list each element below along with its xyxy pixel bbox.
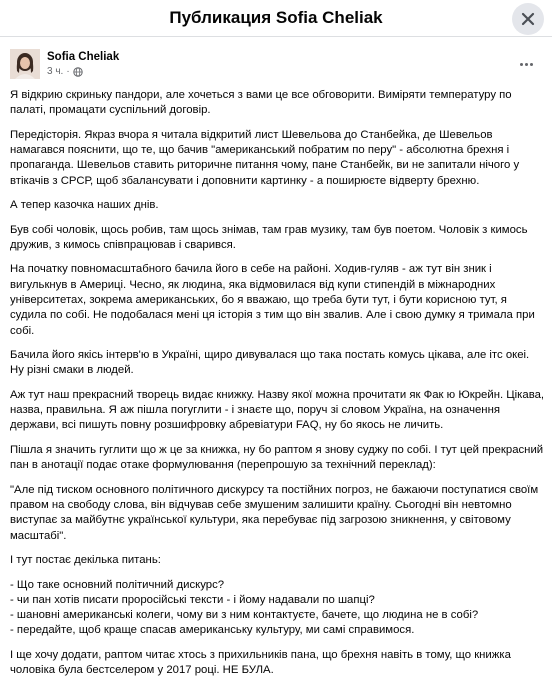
post-paragraph: Був собі чоловік, щось робив, там щось знімав, там грав музику, там був поетом. Чоловік з кимось дружив, з кимось співпрацював і сварився. <box>10 223 528 251</box>
more-options-button[interactable] <box>516 57 536 71</box>
post-meta <box>47 66 83 77</box>
post-text <box>10 88 546 688</box>
author-name[interactable]: Sofia Cheliak <box>47 51 120 63</box>
more-options-dot <box>530 63 533 66</box>
dialog-header <box>0 0 552 37</box>
post-paragraph: І ще хочу додати, раптом читає хтось з прихильників пана, що брехня навіть в тому, що книжка чоловіка була бестселером у 2017 році. НЕ БУЛА. <box>10 648 511 677</box>
close-icon <box>521 12 535 26</box>
post-paragraph: Пішла я значить гуглити що ж це за книжка, ну бо раптом я знову суджу по собі. І тут цей прекрасний пан в анотації подає отаке формулювання (перепрошую за технічний переклад): <box>10 443 544 472</box>
dialog-title: Публикация Sofia Cheliak <box>169 8 383 27</box>
post-paragraph: Я відкрию скриньку пандори, але хочеться з вами це все обговорити. Виміряти температуру по палаті, промацати суспільний договір. <box>10 89 512 117</box>
post-paragraph: "Але під тиском основного політичного дискурсу та постійних погроз, не бажаючи поступатися своїм правом на свободу слова, він відчував себе змушеним залишити країну. Сьогодні він невтомно виступає за майбутнє української культури, яка перебуває під загрозою зникнення, у світовому масштабі". <box>10 483 539 542</box>
post-time[interactable]: 3 ч. <box>47 66 64 77</box>
avatar[interactable] <box>10 49 40 79</box>
post-paragraph: На початку повномасштабного бачила його в себе на районі. Ходив-гуляв - аж тут він зник і вигулькнув в Америці. Чесно, як людина, яка відмовилася від купи стипендій в міжнародних університетах, зокрема американських, бо я вважаю, що треба бути тут, і бути корисною тут, я судила по собі. Не подобалася мені ця історія з тим що він звалив. Але і свою думку я тримала при собі. <box>10 263 535 337</box>
post-paragraph: Передісторія. Якраз вчора я читала відкритий лист Шевельова до Станбейка, де Шевельов намагався пояснити, що те, що бачив "американський побратим по перу" - абсолютна брехня і пропаганда. Шевельов ставить риторичне питання чому, пане Станбейк, ви не запитали нічого у втікачів з СРСР, щоб збалансувати і доповнити картинку - а поширюєте відверту брехню. <box>10 128 520 187</box>
globe-icon <box>73 67 83 77</box>
post-author-row <box>10 49 542 85</box>
post-paragraph: Аж тут наш прекрасний творець видає книжку. Назву якої можна прочитати як Фак ю Юкрейн. Цікава, назва, правильна. Я аж пішла погуглити - і знаєте що, поруч зі словом Україна, на означення держави, всі пишуть повну розшифровку абревіатури FAQ, ну бо якось не личить. <box>10 388 545 432</box>
avatar-photo <box>10 49 40 79</box>
more-options-icon <box>520 63 523 66</box>
meta-separator: · <box>66 66 70 77</box>
post-paragraph: І тут постає декілька питань: <box>10 554 161 567</box>
post-paragraph: А тепер казочка наших днів. <box>10 199 159 212</box>
close-button[interactable] <box>512 3 544 35</box>
more-options-dot <box>525 63 528 66</box>
post-paragraph: Бачила його якісь інтерв'ю в Україні, щиро дивувалася що така постать комусь цікава, але ітс океі. Ну різні смаки в людей. <box>10 349 530 377</box>
post-question-list: - Що таке основний політичний дискурс? - чи пан хотів писати проросійські тексти - і йому надавали по шапці? - шановні американські колеги, чому ви з ним контактуєте, бачете, що людина не в собі? - передайте, щоб краще спасав американську культуру, ми самі справимося. <box>10 578 479 637</box>
